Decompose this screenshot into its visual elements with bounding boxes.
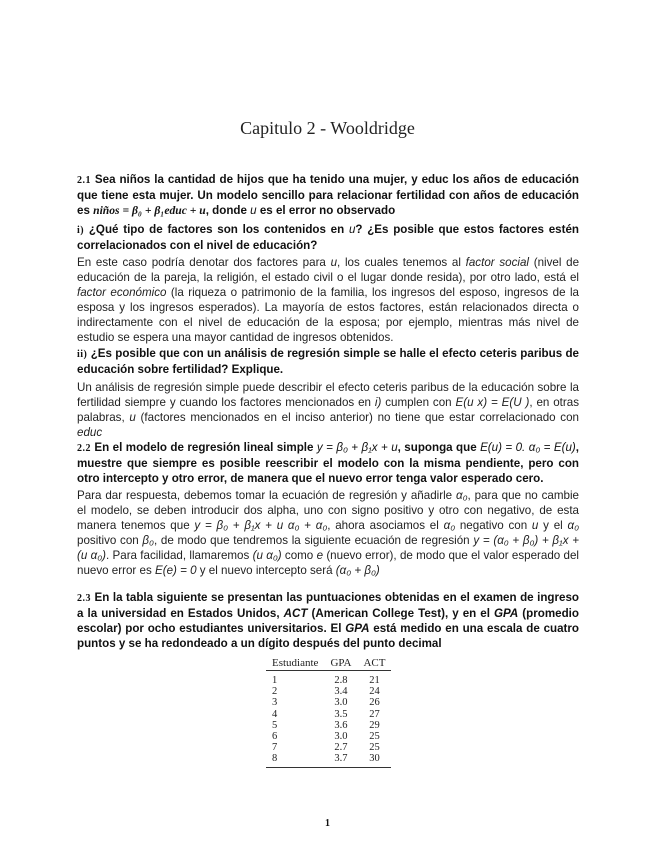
table-header-row xyxy=(266,656,391,671)
question-2-3: 2.3 En la tabla siguiente se presentan las puntuaciones obtenidas en el examen de ingreso a la universidad en Estados Unidos, ACT (American College Test), y en el GPA (promedio escolar) por ocho estudiantes universitarios. El GPA está medido en una escala de cuatro puntos y se ha redondeado a un dígito después del punto decimal xyxy=(77,591,579,650)
table-row: 3 3.0 26 xyxy=(272,697,380,709)
page-title: Capitulo 2 - Wooldridge xyxy=(240,118,415,138)
model-formula: niños = β₀ + β₁educ + u xyxy=(93,204,206,217)
answer-i: En este caso podría denotar dos factores para u, los cuales tenemos al factor social (nivel de educación de la pareja, la religión, el estado civil o el lugar donde resida), por otro lado, está el factor económico (la riqueza o patrimonio de la familia, los ingresos del esposo, ingresos de la esposa y los ingresos esperados). La mayoría de estos factores, están relacionados directa o indirectamente con el nivel de educación de la esposa; por ejemplo, mientras más nivel de estudio se espera una mayor cantidad de ingresos obtenidos. xyxy=(77,256,580,344)
question-ii: ii) ¿Es posible que con un análisis de regresión simple se halle el efecto ceteris paribus de educación sobre fertilidad? Explique. xyxy=(77,347,579,376)
table-row: 2 3.4 24 xyxy=(272,686,380,698)
page-number: 1 xyxy=(325,818,330,829)
table-row: 4 3.5 27 xyxy=(272,708,380,720)
question-2-1: 2.1 Sea niños la cantidad de hijos que ha tenido una mujer, y educ los años de educación que tiene esta mujer. Un modelo sencillo para relacionar fertilidad con años de educación es niños = β₀ + β₁educ + u, donde u es el error no observado xyxy=(77,173,579,217)
question-2-2: 2.2 En el modelo de regresión lineal simple y = β₀ + β₁x + u, suponga que E(u) = 0. α₀ = E(u), muestre que siempre es posible reescribir el modelo con la misma pendiente, pero con otro intercepto y otro error, de manera que el nuevo error tenga valor esperado cero. xyxy=(77,441,579,485)
column-header-act: ACT xyxy=(357,656,391,671)
question-i: i) ¿Qué tipo de factores son los contenidos en u? ¿Es posible que estos factores estén correlacionados con el nivel de educación? xyxy=(77,223,579,252)
scores-table xyxy=(266,656,391,768)
question-number: 2.1 xyxy=(77,175,91,186)
column-header-student: Estudiante xyxy=(266,656,324,671)
table-row: 6 3.0 25 xyxy=(272,731,380,743)
table-row: 8 3.7 30 xyxy=(266,753,391,767)
table-row: 5 3.6 29 xyxy=(272,719,380,731)
answer-2-2: Para dar respuesta, debemos tomar la ecuación de regresión y añadirle α₀, para que no cambie el modelo, se deben introducir dos alpha, uno con signo positivo y otro con negativo, de esta manera tenemos que y = β₀ + β₁x + u α₀ + α₀, ahora asociamos el α₀ negativo con u y el α₀ positivo con β₀, de modo que tendremos la siguiente ecuación de regresión y = (α₀ + β₀) + β₁x + (u α₀). Para facilidad, llamaremos (u α₀) como e (nuevo error), de modo que el valor esperado del nuevo error es E(e) = 0 y el nuevo intercepto será (α₀ + β₀) xyxy=(77,489,580,577)
table-row: 7 2.7 25 xyxy=(272,742,380,754)
table-row: 1 2.8 21 xyxy=(272,675,380,686)
answer-ii: Un análisis de regresión simple puede describir el efecto ceteris paribus de la educación sobre la fertilidad siempre y cuando los factores mencionados en i) cumplen con E(u x) = E(U ), en otras palabras, u (factores mencionados en el inciso anterior) no tiene que estar correlacionado con educ xyxy=(77,381,580,439)
column-header-gpa: GPA xyxy=(324,656,357,671)
